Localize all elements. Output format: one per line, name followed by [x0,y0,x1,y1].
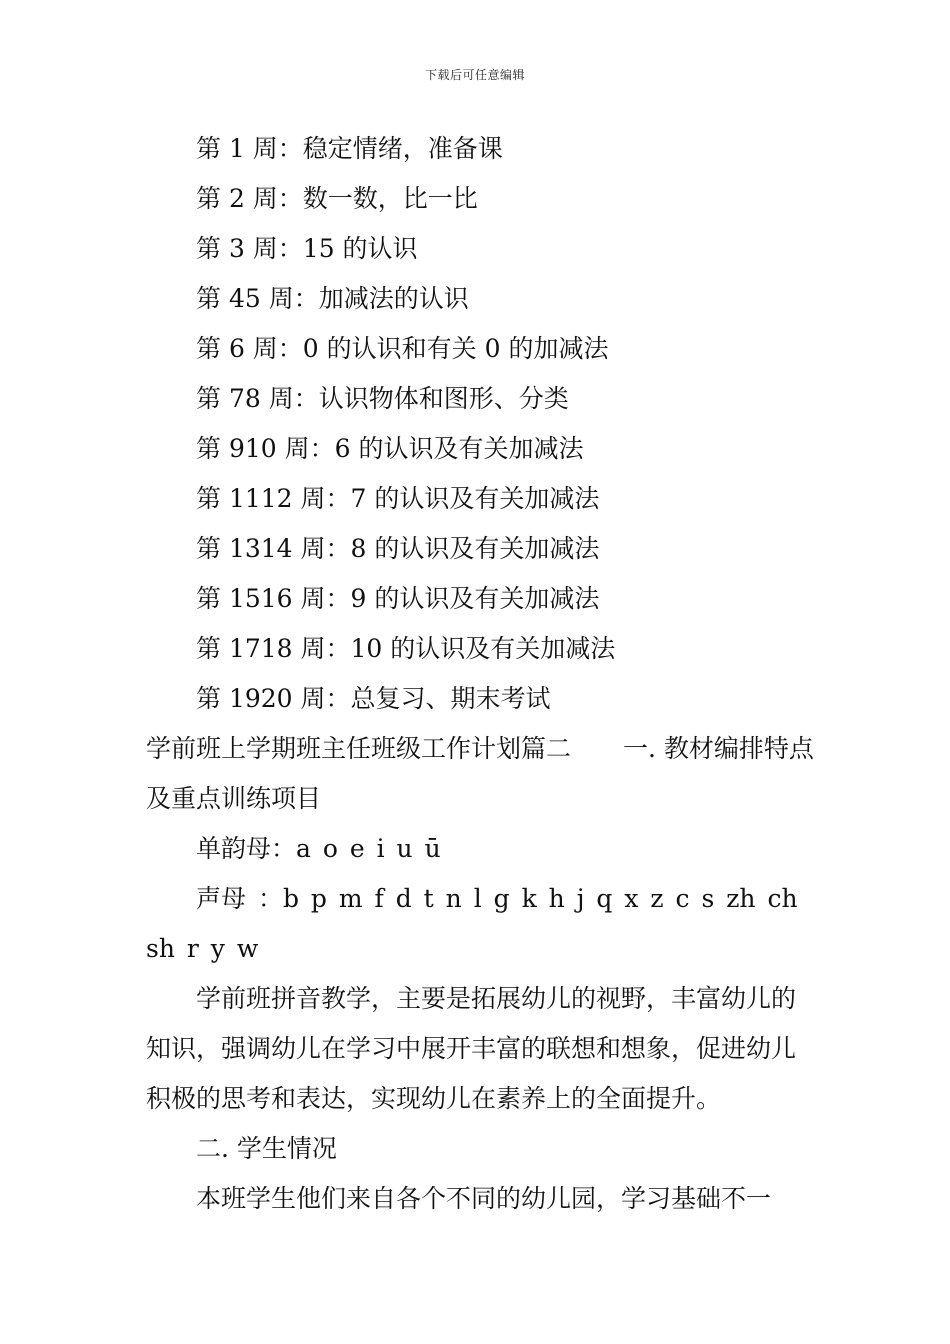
section-title-main: 学前班上学期班主任班级工作计划篇二 [146,734,572,763]
schedule-list [146,124,816,724]
finals-line: 单韵母：a o e i u ū [196,834,441,863]
schedule-item: 第 3 周：15 的认识 [196,234,418,263]
schedule-item: 第 1314 周：8 的认识及有关加减法 [196,534,600,563]
paragraph-students: 本班学生他们来自各个不同的幼儿园，学习基础不一 [196,1184,772,1213]
schedule-item: 第 1 周：稳定情绪，准备课 [196,134,503,163]
schedule-item: 第 2 周：数一数，比一比 [196,184,478,213]
paragraph-pinyin-teaching: 学前班拼音教学，主要是拓展幼儿的视野，丰富幼儿的知识，强调幼儿在学习中展开丰富的联想和想象，促进幼儿积极的思考和表达，实现幼儿在素养上的全面提升。 [146,984,797,1113]
section-heading-students: 二. 学生情况 [196,1134,337,1163]
schedule-item: 第 1112 周：7 的认识及有关加减法 [196,484,600,513]
schedule-item: 第 1516 周：9 的认识及有关加减法 [196,584,600,613]
document-body [146,124,816,1224]
initials-line: 声母 ：b p m f d t n l g k h j q x z c s zh ch sh r y w [146,884,798,963]
schedule-item: 第 1920 周：总复习、期末考试 [196,684,551,713]
schedule-item: 第 1718 周：10 的认识及有关加减法 [196,634,616,663]
schedule-item: 第 78 周：认识物体和图形、分类 [196,384,569,413]
schedule-item: 第 45 周：加减法的认识 [196,284,469,313]
page-header: 下载后可任意编辑 [424,68,525,82]
schedule-item: 第 6 周：0 的认识和有关 0 的加减法 [196,334,609,363]
section-title [146,724,816,824]
schedule-item: 第 910 周：6 的认识及有关加减法 [196,434,584,463]
section-title-sub: 一. 教材编排特点及重点训练项目 [146,734,814,813]
